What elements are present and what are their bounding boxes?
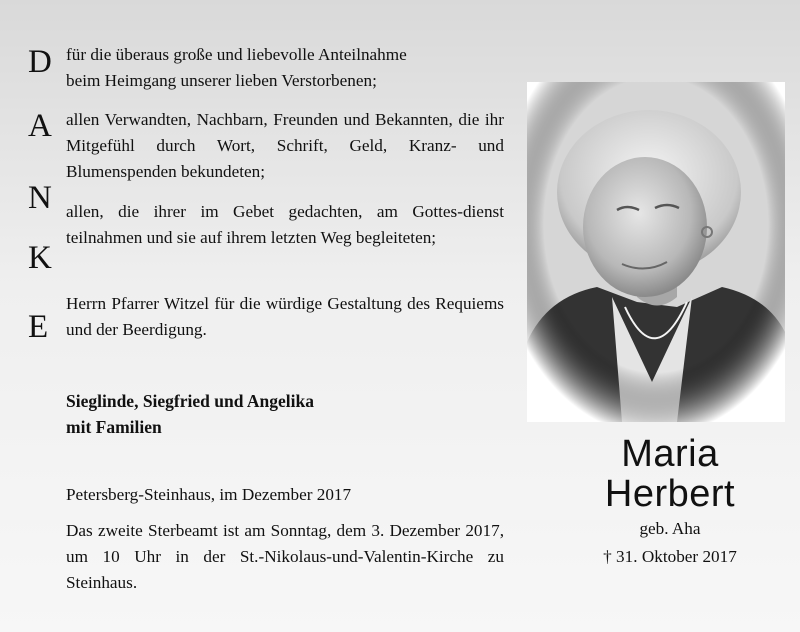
danke-letter-d: D xyxy=(28,44,52,80)
deceased-last-name: Herbert xyxy=(604,473,736,515)
mourners-line-2: mit Familien xyxy=(66,417,162,437)
danke-letter-a: A xyxy=(28,108,52,144)
danke-letter-n: N xyxy=(28,180,52,216)
danke-letter-k: K xyxy=(28,240,52,276)
mass-notice: Das zweite Sterbeamt ist am Sonntag, dem 3. Dezember 2017, um 10 Uhr in der St.-Nikolaus-und-Valentin-Kirche zu Steinhaus. xyxy=(66,521,504,592)
danke-letter-e: E xyxy=(28,309,49,345)
thanks-paragraph-1 xyxy=(66,42,504,94)
deceased-info xyxy=(520,434,800,570)
birth-name: geb. Aha xyxy=(639,519,701,538)
thanks-paragraph-1-line-2: beim Heimgang unserer lieben Verstorbenen; xyxy=(66,71,377,90)
mourners-line-1: Sieglinde, Siegfried und Angelika xyxy=(66,391,314,411)
thanks-paragraph-2: allen Verwandten, Nachbarn, Freunden und Bekannten, die ihr Mitgefühl durch Wort, Schrift, Geld, Kranz- und Blumenspenden bekundeten; xyxy=(66,110,504,181)
place-date: Petersberg-Steinhaus, im Dezember 2017 xyxy=(66,485,352,504)
portrait-photo xyxy=(527,82,785,422)
deceased-first-name: Maria xyxy=(621,433,719,475)
death-date: † 31. Oktober 2017 xyxy=(603,547,737,566)
thanks-paragraph-4: Herrn Pfarrer Witzel für die würdige Gestaltung des Requiems und der Beerdigung. xyxy=(66,294,504,339)
mourners xyxy=(66,388,486,440)
thanks-paragraph-3: allen, die ihrer im Gebet gedachten, am Gottes-dienst teilnahmen und sie auf ihrem letzten Weg begleiteten; xyxy=(66,202,504,247)
thanks-paragraph-1-line-1: für die überaus große und liebevolle Anteilnahme xyxy=(66,45,407,64)
